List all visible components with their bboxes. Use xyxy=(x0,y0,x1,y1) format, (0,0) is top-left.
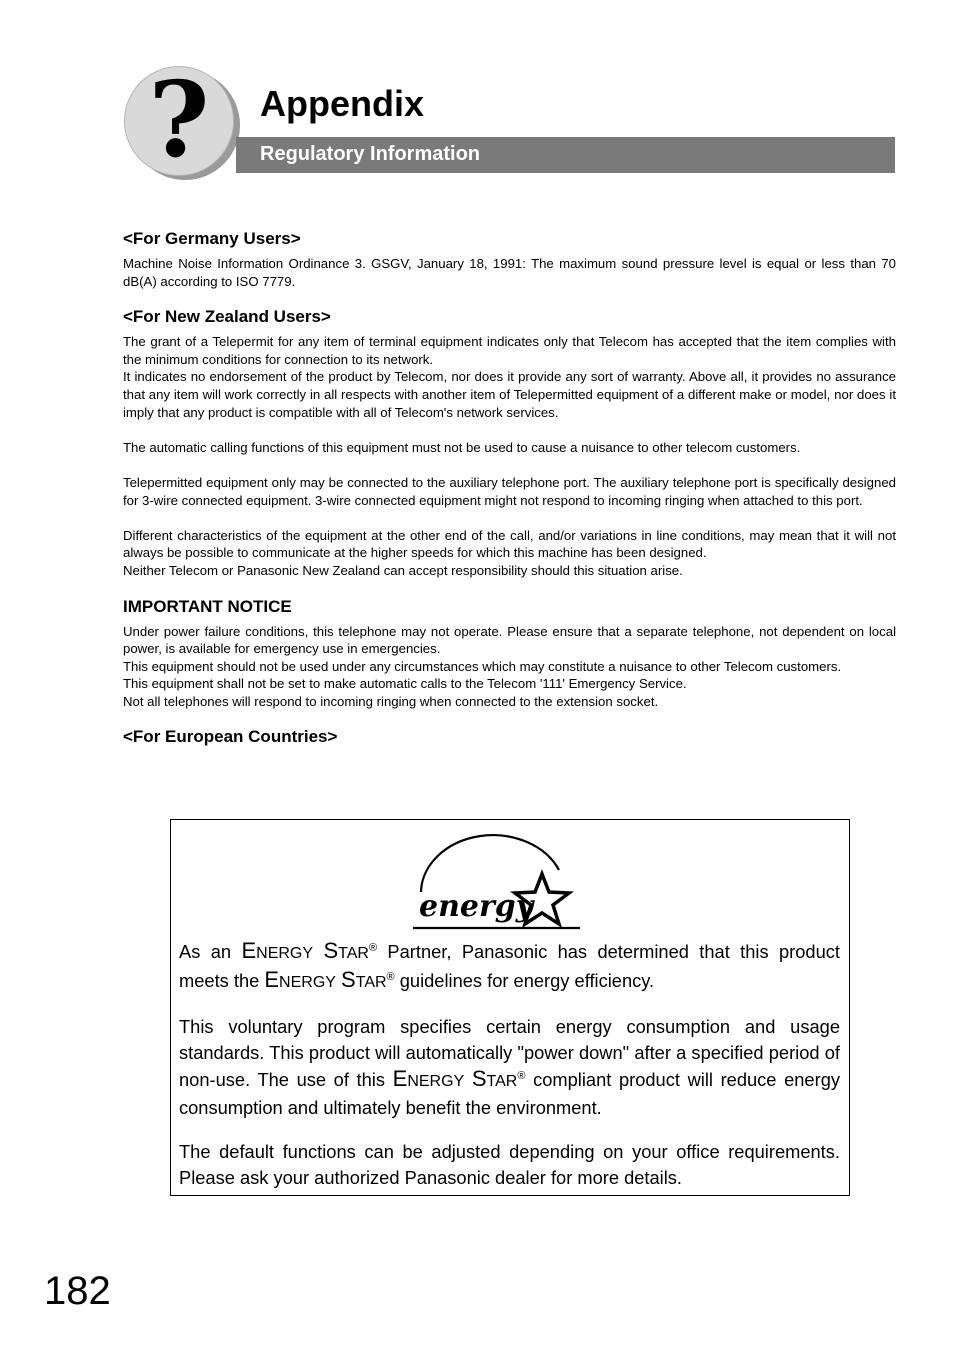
question-mark-icon: ? xyxy=(148,58,210,181)
germany-heading: <For Germany Users> xyxy=(123,229,301,248)
nz-paragraph-4: Telepermitted equipment only may be connected to the auxiliary telephone port. The auxiliary telephone port is specifically designed for 3-wire connected equipment. 3-wire connected equipment might not respond to incoming ringing when attached to this port. xyxy=(123,474,896,508)
european-heading: <For European Countries> xyxy=(123,727,338,747)
new-zealand-section xyxy=(123,307,896,579)
energy-paragraph-2: This voluntary program specifies certain energy consumption and usage standards. This product will automatically "power down" after a specified period of non-use. The use of this ENERGY STAR® compliant product will reduce energy consumption and ultimately benefit the environment. xyxy=(179,1016,840,1118)
notice-paragraph-3: This equipment shall not be set to make automatic calls to the Telecom '111' Emergency Service. xyxy=(123,676,687,692)
european-section xyxy=(123,727,896,747)
regulatory-content xyxy=(123,229,896,753)
energy-star-text xyxy=(179,938,840,1191)
notice-paragraph-1: Under power failure conditions, this telephone may not operate. Please ensure that a separate telephone, not dependent on local power, is available for emergency use in emergencies. xyxy=(123,623,896,657)
nz-paragraph-2: It indicates no endorsement of the product by Telecom, nor does it provide any sort of warranty. Above all, it provides no assurance that any item will work correctly in all respects with another item of Telepermitted equipment of a different make or model, nor does it imply that any product is compatible with all of Telecom's network services. xyxy=(123,369,896,420)
nz-paragraph-5: Different characteristics of the equipment at the other end of the call, and/or variations in line conditions, may mean that it will not always be possible to communicate at the higher speeds for which this machine has been designed. xyxy=(123,527,896,561)
page-subtitle: Regulatory Information xyxy=(260,143,481,165)
notice-paragraph-2: This equipment should not be used under any circumstances which may constitute a nuisance to other Telecom customers. xyxy=(123,658,842,674)
energy-logo-text: energy xyxy=(419,889,534,924)
energy-paragraph-3: The default functions can be adjusted depending on your office requirements. Please ask your authorized Panasonic dealer for more details. xyxy=(179,1141,840,1188)
germany-section xyxy=(123,229,896,290)
page-number: 182 xyxy=(44,1269,111,1313)
page-title: Appendix xyxy=(260,83,425,124)
important-notice-section xyxy=(123,597,896,711)
new-zealand-heading: <For New Zealand Users> xyxy=(123,307,331,327)
energy-star-logo-icon xyxy=(407,832,583,938)
notice-paragraph-4: Not all telephones will respond to incoming ringing when connected to the extension socket. xyxy=(123,693,659,709)
energy-star-box xyxy=(170,819,850,1196)
nz-paragraph-3: The automatic calling functions of this equipment must not be used to cause a nuisance to other telecom customers. xyxy=(123,439,801,455)
energy-paragraph-1: As an ENERGY STAR® Partner, Panasonic has determined that this product meets the ENERGY STAR® guidelines for energy efficiency. xyxy=(179,938,840,992)
nz-paragraph-1: The grant of a Telepermit for any item of terminal equipment indicates only that Telecom has accepted that the item complies with the minimum conditions for connection to its network. xyxy=(123,334,896,367)
germany-text: Machine Noise Information Ordinance 3. GSGV, January 18, 1991: The maximum sound pressure level is equal or less than 70 dB(A) according to ISO 7779. xyxy=(123,256,896,289)
nz-paragraph-6: Neither Telecom or Panasonic New Zealand can accept responsibility should this situation arise. xyxy=(123,562,683,578)
important-notice-heading: IMPORTANT NOTICE xyxy=(123,596,292,616)
